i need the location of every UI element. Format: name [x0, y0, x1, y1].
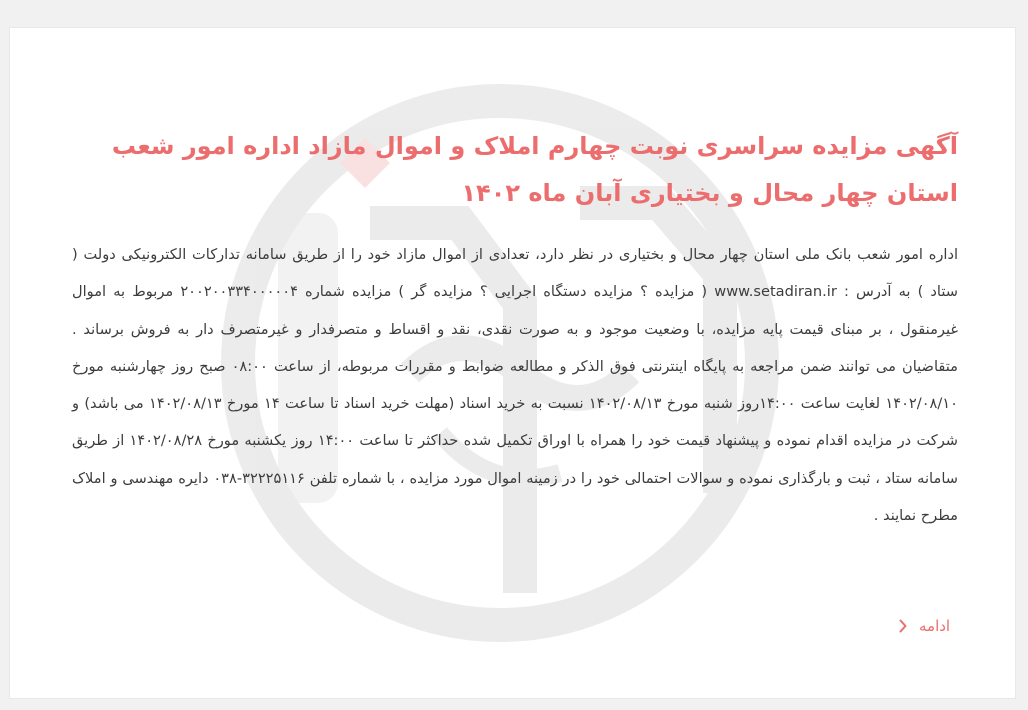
- read-more-label: ادامه: [919, 617, 951, 635]
- article-body: اداره امور شعب بانک ملی استان چهار محال و بختیاری در نظر دارد، تعدادی از اموال مازاد خود را از طریق سامانه تدارکات الکترونیکی دولت ( ستاد ) به آدرس : www.setadiran.ir ( مزایده ؟ مزایده دستگاه اجرایی ؟ مزایده گر ) مزایده شماره ۲۰۰۲۰۰۳۳۴۰۰۰۰۰۴ مربوط به اموال غیرمنقول ، بر مبنای قیمت پایه مزایده، با وضعیت موجود و به صورت نقدی، نقد و اقساط و متصرفدار و غیرمتصرف دار به فروش برساند . متقاضیان می توانند ضمن مراجعه به پایگاه اینترنتی فوق الذکر و مطالعه ضوابط و مقررات مربوطه، از ساعت ۰۸:۰۰ صبح روز چهارشنبه مورخ ۱۴۰۲/۰۸/۱۰ لغایت ساعت ۱۴:۰۰روز شنبه مورخ ۱۴۰۲/۰۸/۱۳ نسبت به خرید اسناد (مهلت خرید اسناد تا ساعت ۱۴ مورخ ۱۴۰۲/۰۸/۱۳ می باشد) و شرکت در مزایده اقدام نموده و پیشنهاد قیمت خود را همراه با اوراق تکمیل شده حداکثر تا ساعت ۱۴:۰۰ روز یکشنبه مورخ ۱۴۰۲/۰۸/۲۸ از طریق سامانه ستاد ، ثبت و بارگذاری نموده و سوالات احتمالی خود را در زمینه اموال مورد مزایده ، با شماره تلفن ۳۲۲۲۵۱۱۶-۰۳۸ دایره مهندسی و املاک مطرح نمایند .: [72, 246, 959, 525]
- chevron-right-icon: [899, 619, 907, 633]
- news-card: [9, 27, 1016, 699]
- read-more-link[interactable]: [899, 617, 950, 635]
- article-title: آگهی مزایده سراسری نوبت چهارم املاک و اموال مازاد اداره امور شعب استان چهار محال و بختیاری آبان ماه ۱۴۰۲: [111, 132, 958, 207]
- article-content: [72, 123, 958, 534]
